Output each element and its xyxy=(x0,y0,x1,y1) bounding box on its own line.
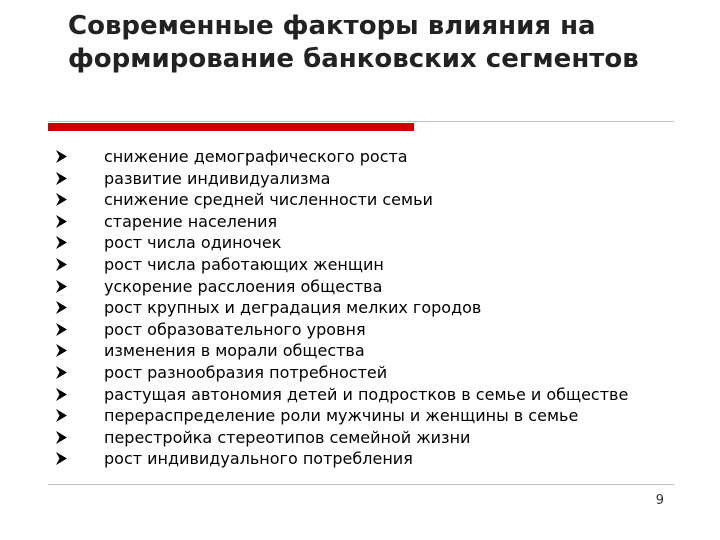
footer-divider-line xyxy=(48,484,674,485)
list-item xyxy=(0,168,720,190)
arrowhead-bullet-icon xyxy=(56,280,67,293)
page-number: 9 xyxy=(655,493,664,508)
list-item xyxy=(0,448,720,470)
list-item-text: перераспределение роли мужчины и женщины в семье xyxy=(104,406,579,426)
list-item-text: рост разнообразия потребностей xyxy=(104,362,388,382)
arrowhead-bullet-icon xyxy=(56,258,67,271)
slide-title: Современные факторы влияния на формирование банковских сегментов xyxy=(68,11,639,74)
arrowhead-bullet-icon xyxy=(56,193,67,206)
arrowhead-bullet-icon xyxy=(56,236,67,249)
arrowhead-bullet-icon xyxy=(56,172,67,185)
list-item-text: рост индивидуального потребления xyxy=(104,449,413,469)
arrowhead-bullet-icon xyxy=(56,452,67,465)
list-item-text: изменения в морали общества xyxy=(104,341,365,361)
list-item xyxy=(0,427,720,449)
list-item-text: снижение демографического роста xyxy=(104,147,408,166)
list-item-text: рост числа работающих женщин xyxy=(104,254,384,274)
list-item-text: перестройка стереотипов семейной жизни xyxy=(104,427,471,447)
arrowhead-bullet-icon xyxy=(56,344,67,357)
arrowhead-bullet-icon xyxy=(56,388,67,401)
list-item-text: рост числа одиночек xyxy=(104,233,282,253)
list-item xyxy=(0,232,720,254)
list-item xyxy=(0,211,720,233)
list-item-text: ускорение расслоения общества xyxy=(104,276,383,296)
list-item xyxy=(0,254,720,276)
list-item-text: снижение средней численности семьи xyxy=(104,190,433,210)
factors-list xyxy=(0,146,720,470)
arrowhead-bullet-icon xyxy=(56,301,67,314)
list-item-text: растущая автономия детей и подростков в семье и обществе xyxy=(104,384,629,404)
arrowhead-bullet-icon xyxy=(56,150,67,163)
list-item xyxy=(0,340,720,362)
list-item xyxy=(0,297,720,319)
title-accent-bar xyxy=(48,123,414,131)
list-item-text: старение населения xyxy=(104,211,278,231)
list-item xyxy=(0,319,720,341)
list-item xyxy=(0,189,720,211)
arrowhead-bullet-icon xyxy=(56,431,67,444)
list-item xyxy=(0,276,720,298)
arrowhead-bullet-icon xyxy=(56,409,67,422)
arrowhead-bullet-icon xyxy=(56,366,67,379)
list-item-text: рост образовательного уровня xyxy=(104,319,366,339)
list-item xyxy=(0,405,720,427)
list-item xyxy=(0,362,720,384)
list-item-text: рост крупных и деградация мелких городов xyxy=(104,298,482,318)
arrowhead-bullet-icon xyxy=(56,215,67,228)
list-item xyxy=(0,146,720,168)
title-divider-line xyxy=(48,121,674,122)
arrowhead-bullet-icon xyxy=(56,323,67,336)
list-item-text: развитие индивидуализма xyxy=(104,168,331,188)
list-item xyxy=(0,384,720,406)
